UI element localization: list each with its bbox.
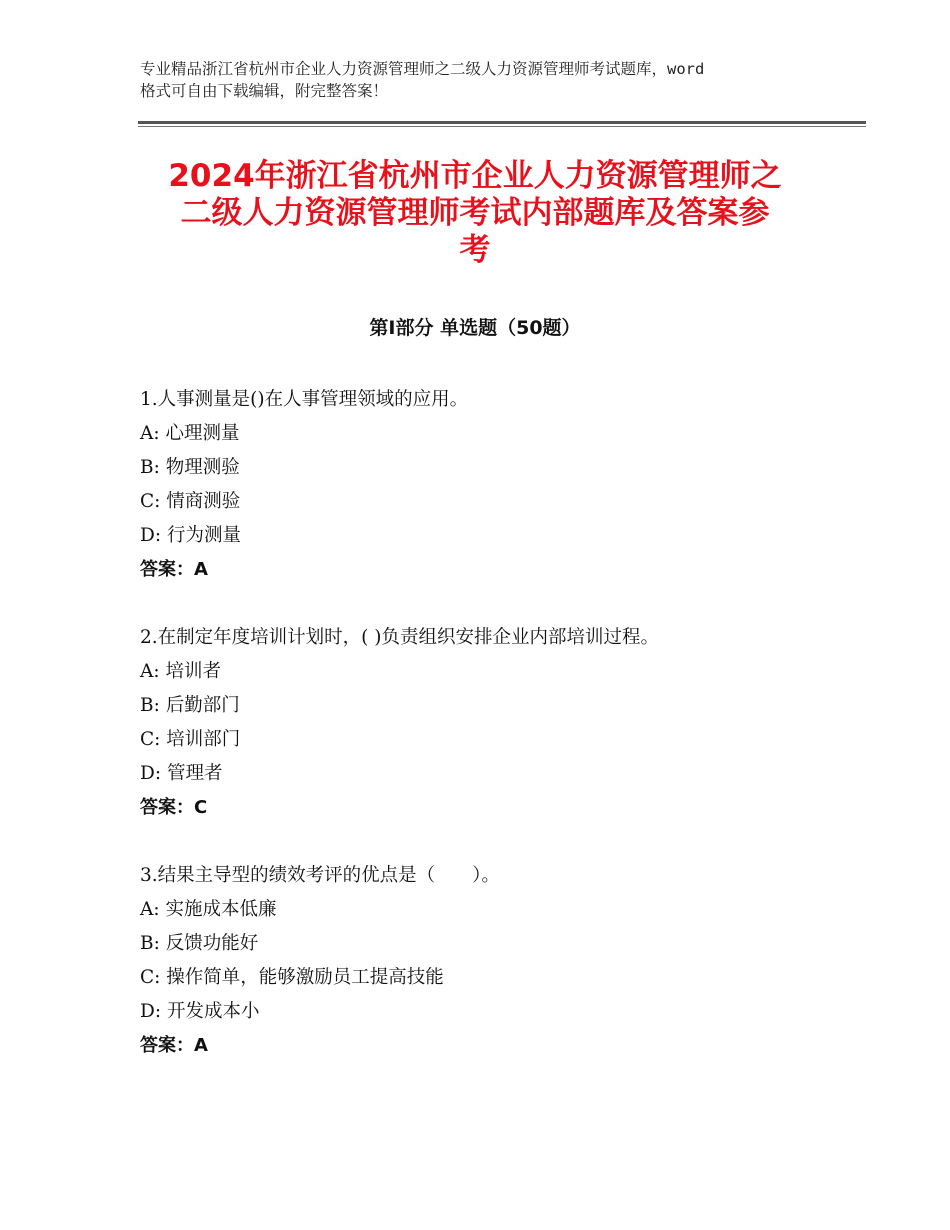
option-b: B: 后勤部门	[140, 695, 240, 716]
document-title	[120, 158, 830, 269]
header-divider-thin	[138, 126, 866, 127]
option-c: C: 情商测验	[140, 491, 241, 512]
question-2	[140, 621, 860, 825]
option-c: C: 操作简单，能够激励员工提高技能	[140, 967, 444, 988]
answer-label: 答案：C	[140, 797, 208, 818]
document-title-line-2: 二级人力资源管理师考试内部题库及答案参	[180, 195, 770, 231]
document-title-line-3: 考	[459, 232, 491, 268]
option-d: D: 管理者	[140, 763, 223, 784]
answer-label: 答案：A	[140, 559, 208, 580]
option-b: B: 反馈功能好	[140, 933, 259, 954]
answer-label: 答案：A	[140, 1035, 208, 1056]
option-b: B: 物理测验	[140, 457, 240, 478]
document-title-line-1: 2024年浙江省杭州市企业人力资源管理师之	[168, 158, 782, 194]
option-a: A: 培训者	[140, 661, 221, 682]
header-note	[140, 58, 840, 102]
option-a: A: 心理测量	[140, 423, 240, 444]
header-note-line-2: 格式可自由下载编辑，附完整答案！	[140, 82, 389, 100]
option-c: C: 培训部门	[140, 729, 241, 750]
header-note-line-1: 专业精品浙江省杭州市企业人力资源管理师之二级人力资源管理师考试题库，word	[140, 60, 705, 78]
option-d: D: 行为测量	[140, 525, 241, 546]
option-a: A: 实施成本低廉	[140, 899, 277, 920]
header-divider-thick	[138, 121, 866, 124]
question-3	[140, 859, 860, 1063]
question-1	[140, 383, 860, 587]
question-stem: 1.人事测量是()在人事管理领域的应用。	[140, 389, 469, 410]
question-stem: 2.在制定年度培训计划时，( )负责组织安排企业内部培训过程。	[140, 627, 659, 648]
question-list	[140, 383, 860, 1097]
question-stem: 3.结果主导型的绩效考评的优点是（ ）。	[140, 865, 500, 886]
option-d: D: 开发成本小	[140, 1001, 260, 1022]
section-heading: 第Ⅰ部分 单选题（50题）	[369, 317, 581, 339]
